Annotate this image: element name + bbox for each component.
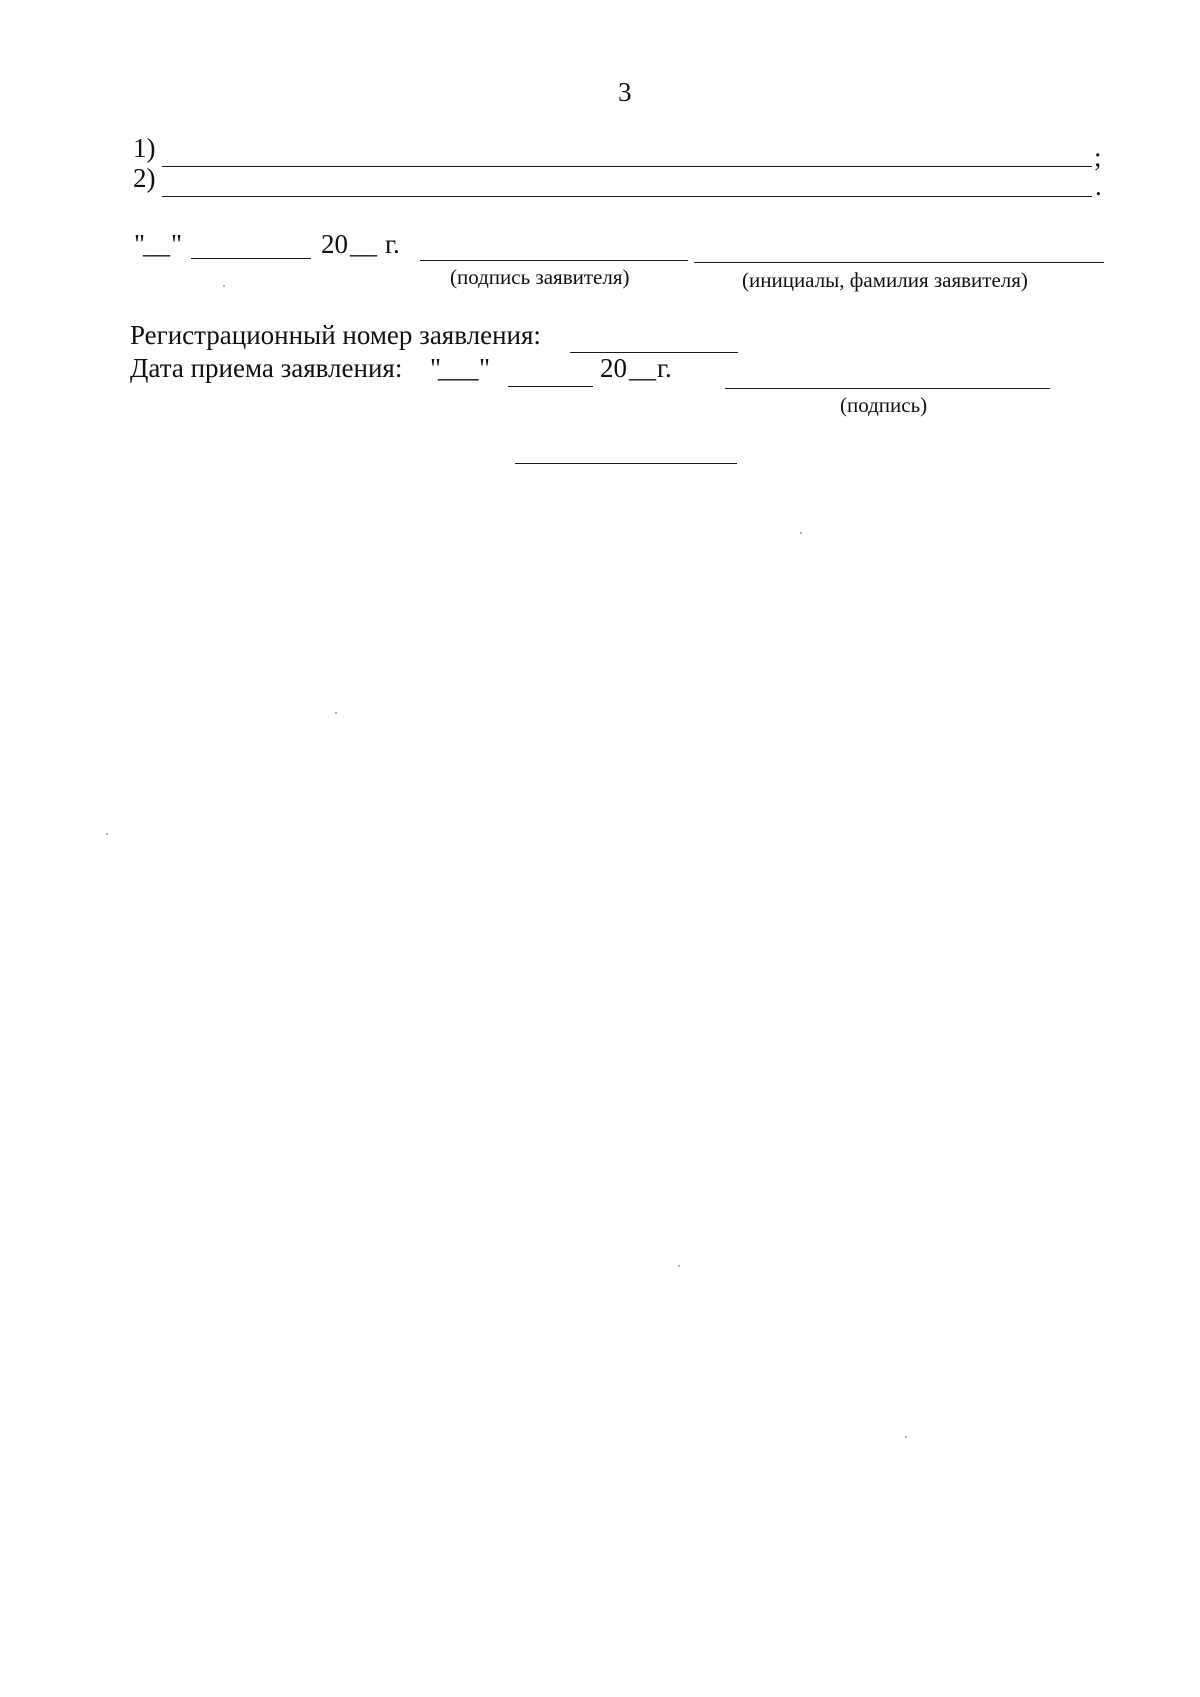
applicant-date-year-prefix: 20 [321,229,348,259]
scan-speck [905,1436,907,1438]
end-separator-line [515,463,737,464]
list-item-2-blank-line [162,196,1092,197]
registration-number-label: Регистрационный номер заявления: [130,320,541,350]
applicant-date-day-blank: __ [143,229,170,259]
applicant-name-caption: (инициалы, фамилия заявителя) [742,268,1028,292]
scan-speck [678,1265,680,1267]
registration-signature-caption: (подпись) [840,393,928,417]
applicant-date-quote-close: " [171,229,183,259]
list-item-2-label: 2) [133,163,156,193]
scan-speck [335,712,337,714]
list-item-2-terminator: . [1095,171,1102,201]
applicant-signature-caption: (подпись заявителя) [450,265,630,289]
registration-date-quote-close: " [479,353,491,383]
scan-speck [800,532,802,534]
applicant-date-month-line [191,258,311,259]
registration-date-quote-open: " [430,353,442,383]
applicant-date-year-suffix: г. [385,229,400,259]
applicant-name-line [694,262,1104,263]
registration-date-year-prefix: 20 [600,353,627,383]
list-item-1-blank-line [162,166,1092,167]
scan-speck [106,833,108,835]
registration-signature-line [725,388,1050,389]
registration-date-year-suffix: г. [657,353,672,383]
list-item-1-label: 1) [133,133,156,163]
registration-date-label: Дата приема заявления: [130,353,403,383]
registration-date-month-line [508,386,593,387]
scan-speck [223,285,225,287]
applicant-date-year-blank: __ [350,229,377,259]
page-number: 3 [618,77,632,107]
list-item-1-terminator: ; [1094,142,1102,172]
applicant-date-quote-open: " [134,229,146,259]
registration-date-day-blank: ___ [438,353,479,383]
applicant-signature-line [420,260,688,261]
registration-date-year-blank: __ [629,353,656,383]
